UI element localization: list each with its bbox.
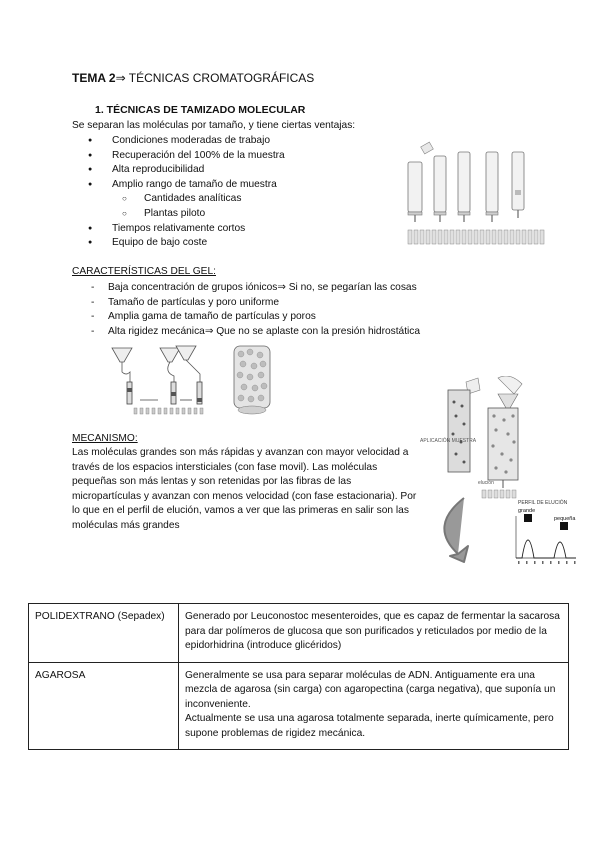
elution-profile-title: PERFIL DE ELUCIÓN <box>518 500 568 506</box>
list-item: ● Condiciones moderadas de trabajo <box>112 134 285 149</box>
table-cell-name: POLIDEXTRANO (Sepadex) <box>29 604 179 663</box>
elution-profile-figure <box>418 376 578 570</box>
table-cell-description <box>179 662 569 750</box>
section-heading-tamizado: 1. TÉCNICAS DE TAMIZADO MOLECULAR <box>95 104 306 116</box>
table-row <box>29 662 569 750</box>
description-paragraph: Actualmente se usa una agarosa totalmente separada, inerte químicamente, pero supone problemas de rigidez mecánica. <box>185 713 554 739</box>
application-label: APLICACIÓN MUESTRA <box>420 438 477 444</box>
label-grande: grande <box>518 508 536 514</box>
mechanism-paragraph: Las moléculas grandes son más rápidas y avanzan con mayor velocidad a través de los espacios intersticiales (con fase movil). Las moléculas pequeñas son más lentas y son retenidas por las fibras de las micropartículas y avanzan con menos velocidad (con fase estacionaria). Por lo que en el perfil de elución, vamos a ver que las primeras en salir son las moléculas más grandes <box>72 447 417 531</box>
gel-types-table <box>28 603 569 750</box>
table-cell-description: Generado por Leuconostoc mesenteroides, que es capaz de fermentar la sacarosa para dar polímeros de glucosa que son purificados y reticulados por medio de la epidorhidrina (introduce glicéridos) <box>179 604 569 663</box>
section-intro: Se separan las moléculas por tamaño, y tiene ciertas ventajas: <box>72 120 356 131</box>
page-title: TEMA 2⇒ TÉCNICAS CROMATOGRÁFICAS <box>72 71 315 85</box>
list-item: ● Equipo de bajo coste <box>112 236 285 251</box>
list-item: - Tamaño de partículas y poro uniforme <box>108 296 420 311</box>
list-item: ● Alta reproducibilidad <box>112 163 285 178</box>
list-item: - Baja concentración de grupos iónicos⇒ Si no, se pegarían las cosas <box>108 281 420 296</box>
table-cell-name: AGAROSA <box>29 662 179 750</box>
elution-label: elución <box>478 480 494 486</box>
table-row <box>29 604 569 663</box>
list-item: ● Amplio rango de tamaño de muestra <box>112 178 285 193</box>
list-item: - Amplia gama de tamaño de partículas y poros <box>108 310 420 325</box>
list-item: ● Tiempos relativamente cortos <box>112 222 285 237</box>
sub-list-item: ○ Plantas piloto <box>112 207 285 222</box>
gel-filtration-diagram <box>104 342 276 416</box>
mechanism-heading: MECANISMO: <box>72 433 138 444</box>
label-pequena: pequeña <box>554 516 576 522</box>
list-item: - Alta rigidez mecánica⇒ Que no se aplaste con la presión hidrostática <box>108 325 420 340</box>
sub-list-item: ○ Cantidades analíticas <box>112 192 285 207</box>
advantages-list <box>112 134 285 251</box>
list-item: ● Recuperación del 100% de la muestra <box>112 149 285 164</box>
gel-columns-figure <box>400 138 550 250</box>
gel-heading: CARACTERÍSTICAS DEL GEL: <box>72 266 216 277</box>
description-paragraph: Generalmente se usa para separar moléculas de ADN. Antiguamente era una mezcla de agarosa (sin carga) con agaropectina (carga negativa), que suponía un inconveniente. <box>185 669 556 710</box>
gel-characteristics-list <box>108 281 420 339</box>
